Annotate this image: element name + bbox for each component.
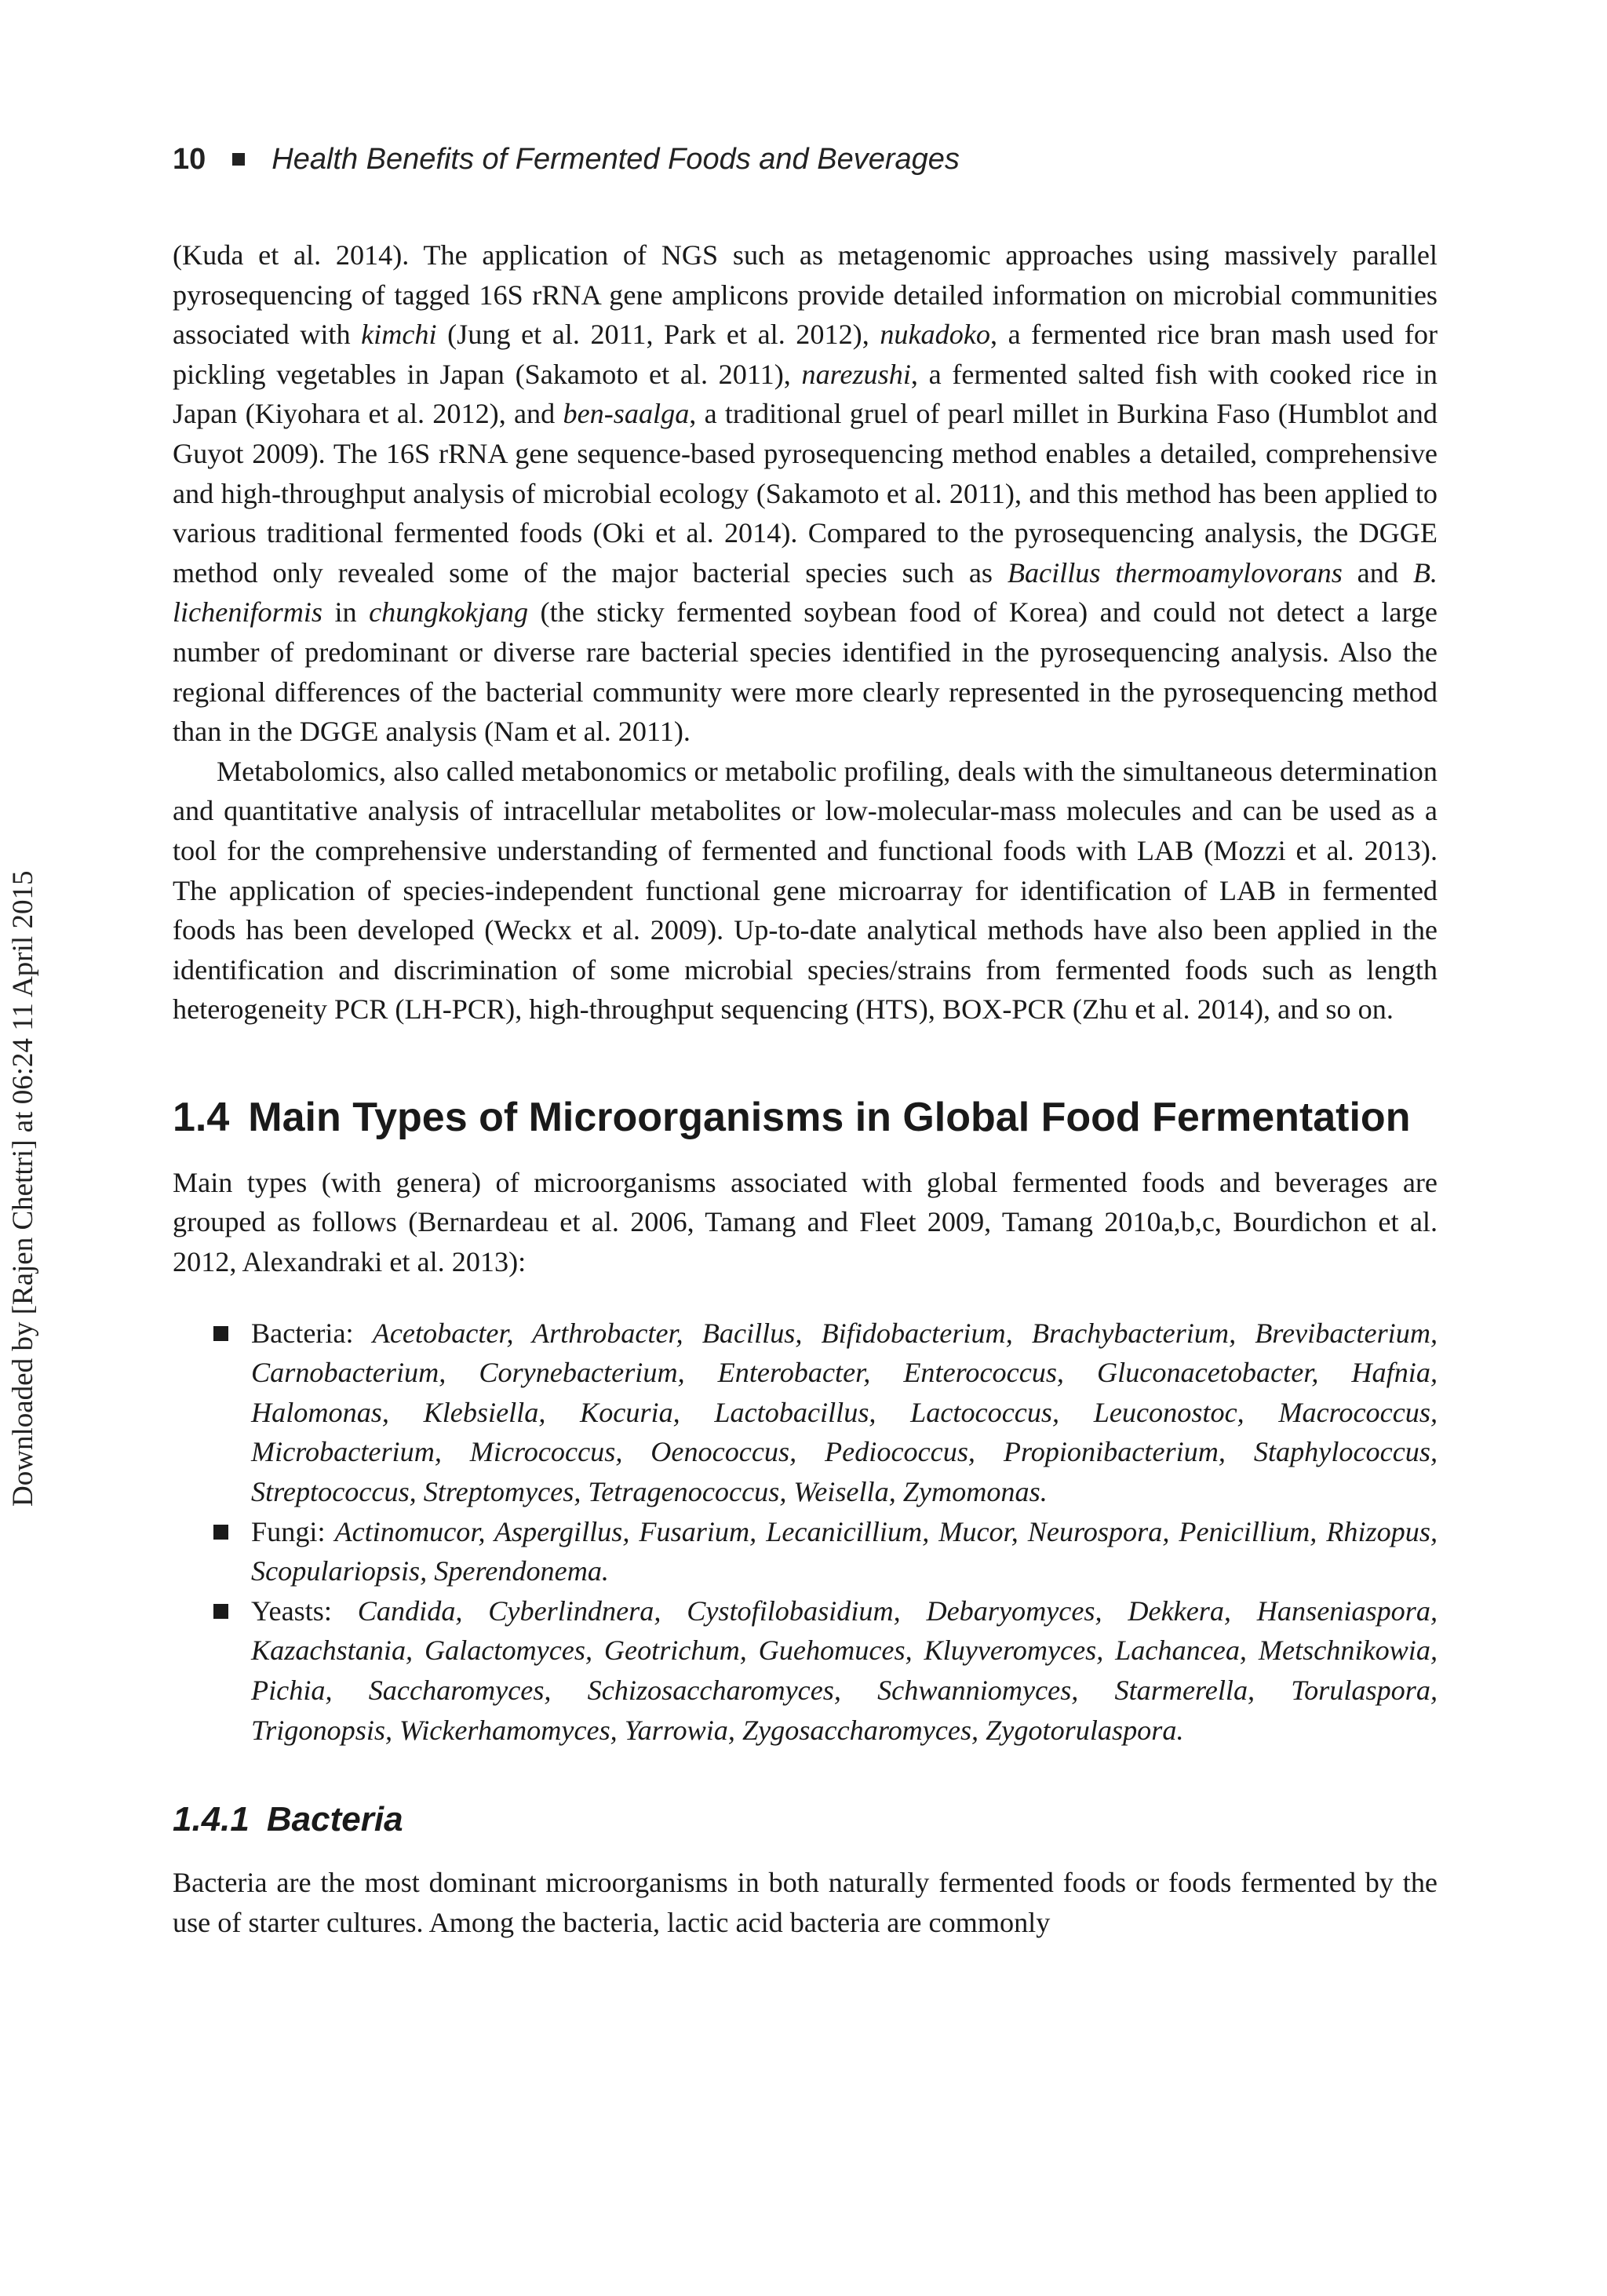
list-item-label: Fungi: — [251, 1515, 326, 1547]
list-item-genera: Acetobacter, Arthrobacter, Bacillus, Bifidobacterium, Brachybacterium, Brevibacterium, Carnobacterium, Corynebacterium, Enterobacter, Enterococcus, Gluconacetobacter, Hafnia, Halomonas, Klebsiella, Kocuria, Lactobacillus, Lactococcus, Leuconostoc, Macrococcus, Microbacterium, Micrococcus, Oenococcus, Pediococcus, Propionibacterium, Staphylococcus, Streptococcus, Streptomyces, Tetragenococcus, Weisella, Zymomonas. — [251, 1317, 1438, 1508]
list-item-fungi — [173, 1512, 1438, 1591]
text-run: (Kuda et al. 2014). The application of NGS such as metagenomic approaches using massively parallel pyrosequencing of tagged 16S rRNA gene amplicons provide detailed information on microbial communities associated with — [173, 239, 1438, 351]
subsection-number: 1.4.1 — [173, 1800, 250, 1839]
bullet-square-icon — [213, 1525, 228, 1540]
text-run: Main types (with genera) of microorganisms associated with global fermented foods and beverages are grouped as follows (Bernardeau et al. 2006, Tamang and Fleet 2009, Tamang 2010a,b,c, Bourdichon et al. 2012, Alexandraki et al. 2013): — [173, 1166, 1438, 1278]
separator-square-icon — [232, 153, 245, 166]
italic-term: chungkokjang — [369, 596, 529, 629]
italic-term: Bacillus thermoamylovorans — [1007, 556, 1343, 589]
section-number: 1.4 — [173, 1094, 230, 1140]
text-run: , a fermented salted fish with cooked rice in Japan (Kiyohara et al. 2012), and — [173, 358, 1438, 430]
text-run: Bacteria are the most dominant microorganisms in both naturally fermented foods or foods fermented by the use of starter cultures. Among the bacteria, lactic acid bacteria are commonly — [173, 1867, 1438, 1938]
italic-term: ben-saalga — [563, 398, 690, 430]
text-run: Metabolomics, also called metabonomics or metabolic profiling, deals with the simultaneous determination and quantitative analysis of intracellular metabolites or low-molecular-mass molecules and can be used as a tool for the comprehensive understanding of fermented and functional foods with LAB (Mozzi et al. 2013). The application of species-independent functional gene microarray for identification of LAB in fermented foods has been developed (Weckx et al. 2009). Up-to-date analytical methods have also been applied in the identification and discrimination of some microbial species/strains from fermented foods such as length heterogeneity PCR (LH-PCR), high-throughput sequencing (HTS), BOX-PCR (Zhu et al. 2014), and so on. — [173, 755, 1438, 1026]
text-run: , a traditional gruel of pearl millet in Burkina Faso (Humblot and Guyot 2009). The 16S rRNA gene sequence-based pyrosequencing method enables a detailed, comprehensive and high-throughput analysis of microbial ecology (Sakamoto et al. 2011), and this method has been applied to various traditional fermented foods (Oki et al. 2014). Compared to the pyrosequencing analysis, the DGGE method only revealed some of the major bacterial species such as — [173, 398, 1438, 589]
list-item-genera: Actinomucor, Aspergillus, Fusarium, Lecanicillium, Mucor, Neurospora, Penicillium, Rhizopus, Scopulariopsis, Sperendonema. — [251, 1515, 1438, 1587]
section-title: Main Types of Microorganisms in Global Food Fermentation — [248, 1094, 1411, 1140]
section-heading — [173, 1092, 1438, 1143]
italic-term: nukadoko — [880, 319, 990, 351]
paragraph-ngs — [173, 235, 1438, 752]
subsection-title: Bacteria — [266, 1800, 403, 1839]
italic-term: narezushi — [801, 358, 911, 390]
paragraph-metabolomics — [173, 752, 1438, 1030]
running-head — [173, 140, 1428, 179]
bullet-square-icon — [213, 1604, 228, 1619]
text-run: and — [1342, 556, 1413, 589]
text-run: in — [322, 596, 370, 629]
subsection-heading — [173, 1797, 1438, 1842]
paragraph-main-types — [173, 1163, 1438, 1282]
text-run: (Jung et al. 2011, Park et al. 2012), — [436, 319, 880, 351]
page-number: 10 — [173, 143, 206, 176]
book-title: Health Benefits of Fermented Foods and Beverages — [271, 143, 960, 176]
text-run: (the sticky fermented soybean food of Korea) and could not detect a large number of predominant or diverse rare bacterial species identified in the pyrosequencing analysis. Also the regional differences of the bacterial community were more clearly represented in the pyrosequencing method than in the DGGE analysis (Nam et al. 2011). — [173, 596, 1438, 748]
download-watermark: Downloaded by [Rajen Chettri] at 06:24 11 April 2015 — [7, 870, 39, 1507]
paragraph-bacteria — [173, 1863, 1438, 1942]
bullet-square-icon — [213, 1326, 228, 1341]
italic-term: kimchi — [361, 319, 437, 351]
list-item-label: Yeasts: — [251, 1594, 332, 1627]
italic-term: B. licheniformis — [173, 556, 1438, 629]
list-item-bacteria — [173, 1314, 1438, 1512]
list-item-label: Bacteria: — [251, 1317, 354, 1349]
list-item-yeasts — [173, 1591, 1438, 1750]
page-body — [173, 235, 1438, 1942]
list-item-genera: Candida, Cyberlindnera, Cystofilobasidium, Debaryomyces, Dekkera, Hanseniaspora, Kazachstania, Galactomyces, Geotrichum, Guehomuces, Kluyveromyces, Lachancea, Metschnikowia, Pichia, Saccharomyces, Schizosaccharomyces, Schwanniomyces, Starmerella, Torulaspora, Trigonopsis, Wickerhamomyces, Yarrowia, Zygosaccharomyces, Zygotorulaspora. — [251, 1594, 1438, 1746]
microorganism-list — [173, 1314, 1438, 1751]
text-run: , a fermented rice bran mash used for pickling vegetables in Japan (Sakamoto et al. 2011), — [173, 319, 1438, 390]
